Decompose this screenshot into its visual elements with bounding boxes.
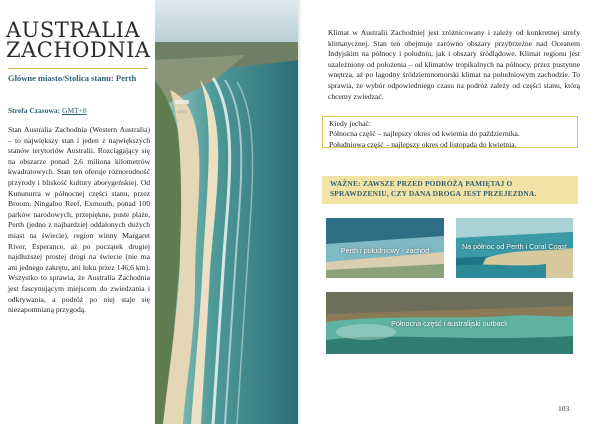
when-north: Północna część – najlepszy okres od kwietnia do października. <box>329 129 520 139</box>
when-to-go-title: Kiedy jechać: <box>329 119 371 128</box>
region-card-perth[interactable] <box>326 218 444 278</box>
timezone-link[interactable]: GMT+8 <box>62 106 87 115</box>
timezone-line <box>8 106 152 115</box>
page-title: AUSTRALIA ZACHODNIA <box>6 18 151 62</box>
capital-label: Główne miasto/Stolica stanu: Perth <box>8 73 137 83</box>
when-south: Południowa część – najlepszy okres od listopada do kwietnia. <box>329 139 517 149</box>
title-underline <box>8 68 148 69</box>
region-label-coral-coast: Na północ od Perth i Coral Coast <box>461 242 568 251</box>
region-label-perth: Perth i południowy - zachód <box>340 245 430 255</box>
region-card-outback[interactable] <box>326 292 573 354</box>
beach-aerial-photo <box>155 0 298 424</box>
when-to-go-box <box>322 116 578 148</box>
region-label-outback: Północna część i australijski outback <box>391 318 508 328</box>
timezone-label: Strefa Czasowa: <box>8 106 61 115</box>
climate-paragraph: Klimat w Australii Zachodniej jest zróżnicowany i zależy od konkretnej strefy klimatycznej. Stan ten obejmuje zarówno obszary przybrzeżne nad Oceanem Indyjskim na północy i południu, jak i obszary śródlądowe. Klimat regionu jest uzależniony od położenia – od klimatów tropikalnych na północy, przez pustynne wnętrza, aż po łagodny śródziemnomorski klimat na południowym zachodzie. To sprawia, że wybór odpowiedniego czasu na podróż zależy od części stanu, którą chcemy zwiedzać. <box>328 28 580 101</box>
region-card-coral-coast[interactable] <box>456 218 573 278</box>
page-number-right: 103 <box>558 404 570 413</box>
beach-aerial-illustration <box>155 0 298 424</box>
intro-paragraph: Stan Australia Zachodnia (Western Australia) – to największy stan i jeden z największych stanów terytoriów Australii. Rozciągający się na obszarze ponad 2,6 miliona kilometrów kwadratowych. Stan ten oferuje różnorodność przyrody i bliskość kultury aborygeńskiej. Od Kununurra w północnej części stanu, przez Broom, Ningaloo Reef, Exmouth, ponad 100 parków narodowych, przepiękne, puste plaże, Perth (jedno z najbardziej oddalonych dużych miast na świecie), region winny Margaret River, Esperance, aż po początek drugiej najdłuższej prostej drogi na świecie (nie ma ani jednego zakrętu, ani łuku przez 146,6 km). Wszystko to sprawia, że Australia Zachodnia jest fascynującym miejscem do zwiedzania i odkrywania, a podróż po niej staje się niezapomnianą przygodą. <box>8 125 150 315</box>
road-warning-banner: WAŻNE: ZAWSZE PRZED PODRÓŻĄ PAMIĘTAJ O SPRAWDZENIU, CZY DANA DROGA JEST PRZEJEZDNA. <box>322 176 578 204</box>
book-gutter <box>298 0 302 424</box>
right-page <box>300 0 600 424</box>
